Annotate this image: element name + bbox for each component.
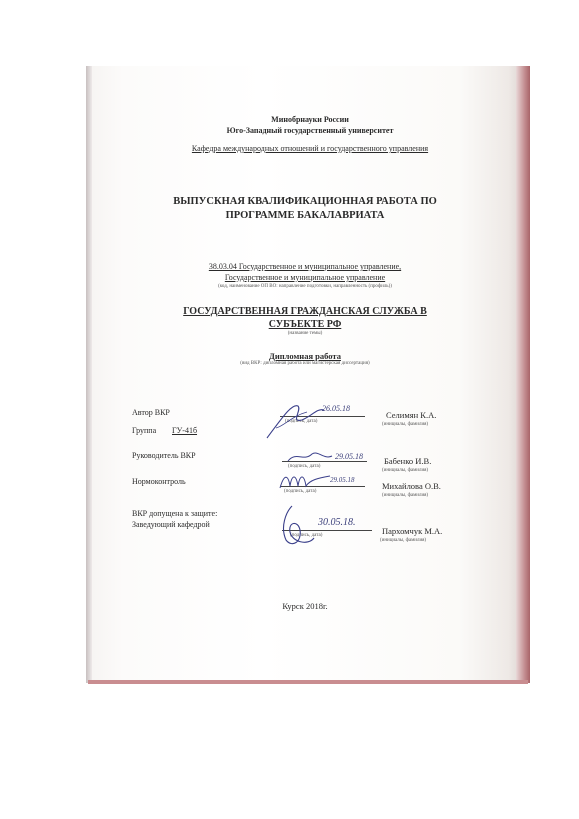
head-label: Заведующий кафедрой [132, 520, 210, 529]
work-type: Дипломная работа [269, 351, 341, 361]
normcontrol-signature [278, 470, 333, 492]
head-signature [272, 502, 317, 552]
group-value: ГУ-41б [172, 426, 198, 435]
group-label: Группа [132, 426, 157, 435]
supervisor-signature-caption: (подпись, дата) [288, 464, 321, 469]
admitted-label: ВКР допущена к защите: [132, 509, 218, 518]
program-profile: Государственное и муниципальное управление [224, 273, 386, 282]
page-bottom-edge [88, 680, 528, 684]
page-left-edge [86, 66, 92, 683]
supervisor-signature [286, 446, 336, 466]
document-title-line2: ПРОГРАММЕ БАКАЛАВРИАТА [225, 210, 385, 221]
topic-line1: ГОСУДАРСТВЕННАЯ ГРАЖДАНСКАЯ СЛУЖБА В [183, 306, 427, 317]
page-right-edge [516, 66, 530, 683]
city-year: Курск 2018г. [282, 601, 328, 611]
author-label: Автор ВКР [132, 408, 170, 417]
program-caption: (код, наименование ОП ВО: направление подготовки, направленность (профиль)) [218, 284, 392, 289]
ministry-name: Минобрнауки России [271, 115, 349, 124]
program-code: 38.03.04 Государственное и муниципальное управление, [208, 262, 402, 271]
author-date: 26.05.18 [322, 404, 350, 413]
normcontrol-label: Нормоконтроль [132, 477, 186, 486]
author-name-caption: (инициалы, фамилия) [382, 422, 429, 427]
normcontrol-signature-caption: (подпись, дата) [284, 489, 317, 494]
head-date: 30.05.18. [318, 517, 356, 528]
university-name: Юго-Западный государственный университет [226, 126, 394, 135]
supervisor-name-caption: (инициалы, фамилия) [382, 468, 429, 473]
supervisor-name: Бабенко И.В. [384, 456, 432, 466]
topic-line2: СУБЪЕКТЕ РФ [268, 319, 342, 330]
head-name-caption: (инициалы, фамилия) [380, 538, 427, 543]
normcontrol-date: 29.05.18 [330, 476, 355, 484]
head-name: Пархомчук М.А. [382, 526, 443, 536]
author-signature-caption: (подпись, дата) [285, 419, 318, 424]
normcontrol-name-caption: (инициалы, фамилия) [382, 493, 429, 498]
work-type-caption: (вид ВКР: дипломная работа или магистерская диссертация) [240, 361, 370, 366]
author-name: Селимян К.А. [386, 410, 437, 420]
scanned-page [88, 66, 526, 683]
supervisor-label: Руководитель ВКР [132, 451, 196, 460]
topic-caption: (название темы) [287, 331, 323, 336]
head-signature-caption: (подпись, дата) [290, 533, 323, 538]
document-title-line1: ВЫПУСКНАЯ КВАЛИФИКАЦИОННАЯ РАБОТА ПО [173, 196, 437, 207]
department-name: Кафедра международных отношений и государственного управления [191, 144, 429, 153]
supervisor-date: 29.05.18 [335, 452, 363, 461]
normcontrol-name: Михайлова О.В. [382, 481, 441, 491]
author-signature [262, 398, 332, 443]
